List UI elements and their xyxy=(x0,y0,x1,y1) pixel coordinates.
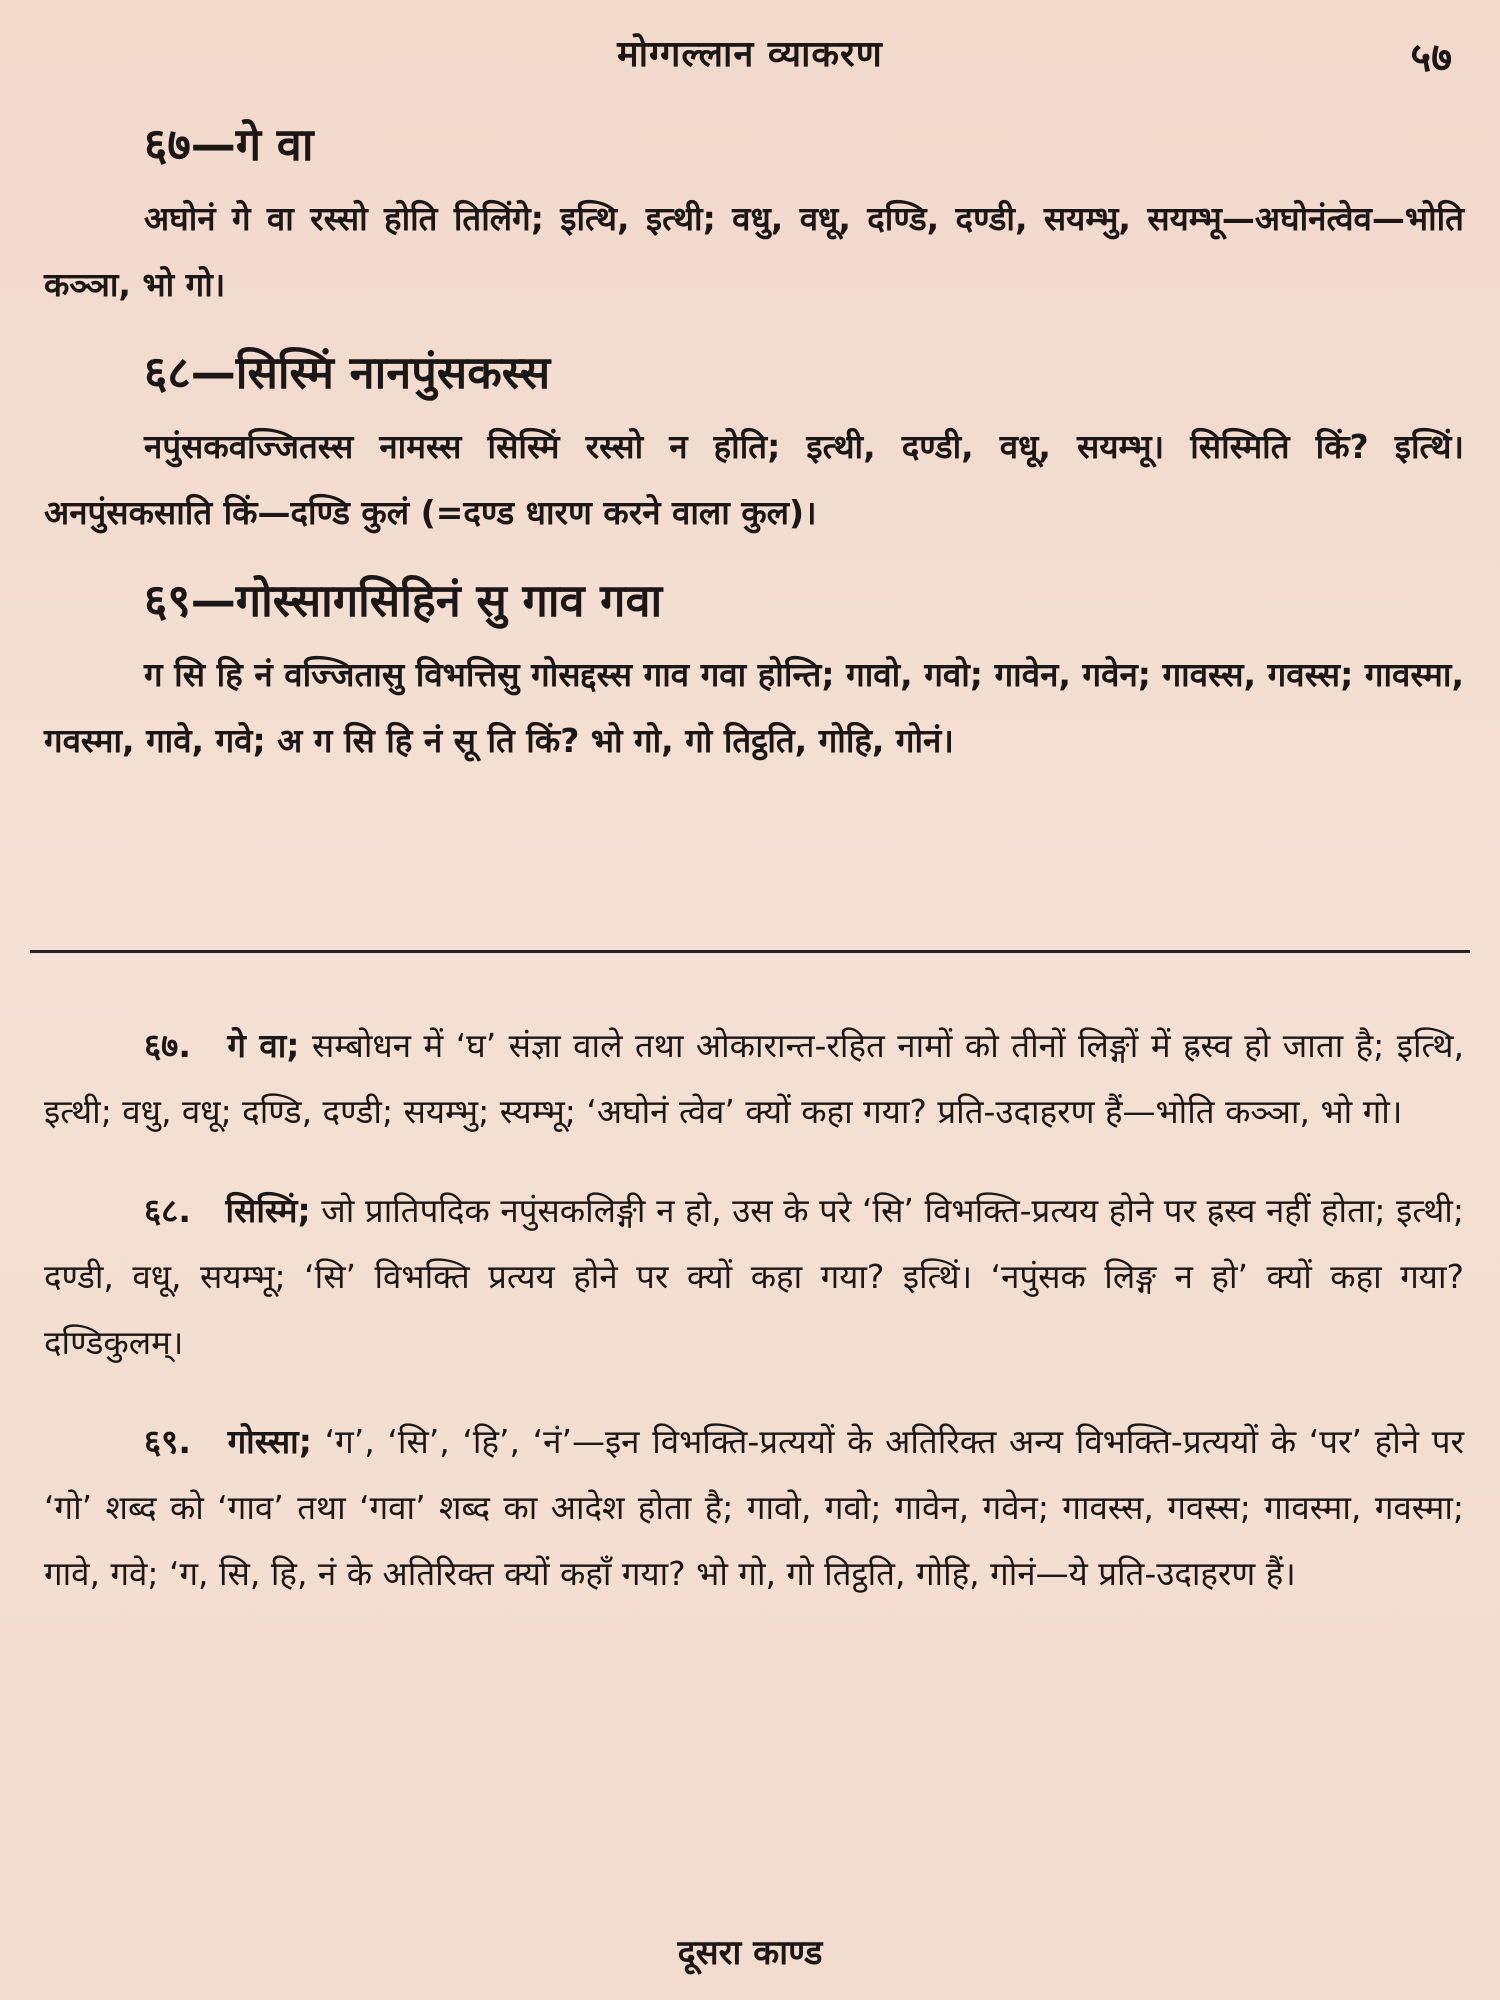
page-footer: दूसरा काण्ड xyxy=(677,1933,823,1973)
commentary-keyword: सिस्मिं; xyxy=(225,1191,311,1230)
sutra-section xyxy=(44,112,1464,796)
page-number: ५७ xyxy=(1410,35,1452,81)
sutra-text: नपुंसकवज्जितस्स नामस्स सिस्मिं रस्सो न होति; इत्थी, दण्डी, वधू, सयम्भू। सिस्मिति किं? इत्थिं। अनपुंसकसाति किं—दण्डि कुलं (=दण्ड धारण करने वाला कुल)। xyxy=(44,427,1464,532)
commentary-69 xyxy=(44,1409,1464,1607)
commentary-67 xyxy=(44,1013,1464,1145)
running-title: मोग्गल्लान व्याकरण xyxy=(617,34,883,75)
commentary-number: ६७. xyxy=(144,1026,191,1065)
sutra-heading: ६८—सिस्मिं नानपुंसकस्स xyxy=(144,346,551,399)
commentary-68 xyxy=(44,1178,1464,1376)
section-divider xyxy=(30,950,1470,953)
commentary-text: ‘ग’, ‘सि’, ‘हि’, ‘नं’—इन विभक्ति-प्रत्ययों के अतिरिक्त अन्य विभक्ति-प्रत्ययों के ‘पर’ होने पर ‘गो’ शब्द को ‘गाव’ तथा ‘गवा’ शब्द का आदेश होता है; गावो, गवो; गावेन, गवेन; गावस्स, गवस्स; गावस्मा, गवस्मा; गावे, गवे; ‘ग, सि, हि, नं के अतिरिक्त क्यों कहाँ गया? भो गो, गो तिट्ठति, गोहि, गोनं—ये प्रति-उदाहरण हैं। xyxy=(44,1422,1465,1593)
sutra-67 xyxy=(44,112,1464,318)
sutra-text: अघोनं गे वा रस्सो होति तिलिंगे; इत्थि, इत्थी; वधु, वधू, दण्डि, दण्डी, सयम्भु, सयम्भू—अघोनंत्वेव—भोति कञ्ञा, भो गो। xyxy=(44,199,1464,304)
commentary-keyword: गे वा; xyxy=(227,1026,300,1065)
commentary-keyword: गोस्सा; xyxy=(227,1422,312,1461)
sutra-text: ग सि हि नं वज्जितासु विभत्तिसु गोसद्दस्स गाव गवा होन्ति; गावो, गवो; गावेन, गवेन; गावस्स, गवस्स; गावस्मा, गवस्मा, गावे, गवे; अ ग सि हि नं सू ति किं? भो गो, गो तिट्ठति, गोहि, गोनं। xyxy=(44,655,1464,760)
commentary-number: ६८. xyxy=(144,1191,191,1230)
sutra-69 xyxy=(44,568,1464,774)
commentary-text: सम्बोधन में ‘घ’ संज्ञा वाले तथा ओकारान्त-रहित नामों को तीनों लिङ्गों में ह्रस्व हो जाता है; इत्थि, इत्थी; वधु, वधू; दण्डि, दण्डी; सयम्भु; स्यम्भू; ‘अघोनं त्वेव’ क्यों कहा गया? प्रति-उदाहरण हैं—भोति कञ्ञा, भो गो। xyxy=(44,1026,1464,1131)
running-header xyxy=(0,28,1500,81)
commentary-text: जो प्रातिपदिक नपुंसकलिङ्गी न हो, उस के परे ‘सि’ विभक्ति-प्रत्यय होने पर ह्रस्व नहीं होता; इत्थी; दण्डी, वधू, सयम्भू; ‘सि’ विभक्ति प्रत्यय होने पर क्यों कहा गया? इत्थिं। ‘नपुंसक लिङ्ग न हो’ क्यों कहा गया? दण्डिकुलम्। xyxy=(44,1191,1464,1362)
commentary-number: ६९. xyxy=(144,1422,191,1461)
sutra-heading: ६७—गे वा xyxy=(144,118,314,171)
sutra-heading: ६९—गोस्सागसिहिनं सु गाव गवा xyxy=(144,574,663,627)
commentary-section xyxy=(44,980,1464,1637)
sutra-68 xyxy=(44,340,1464,546)
